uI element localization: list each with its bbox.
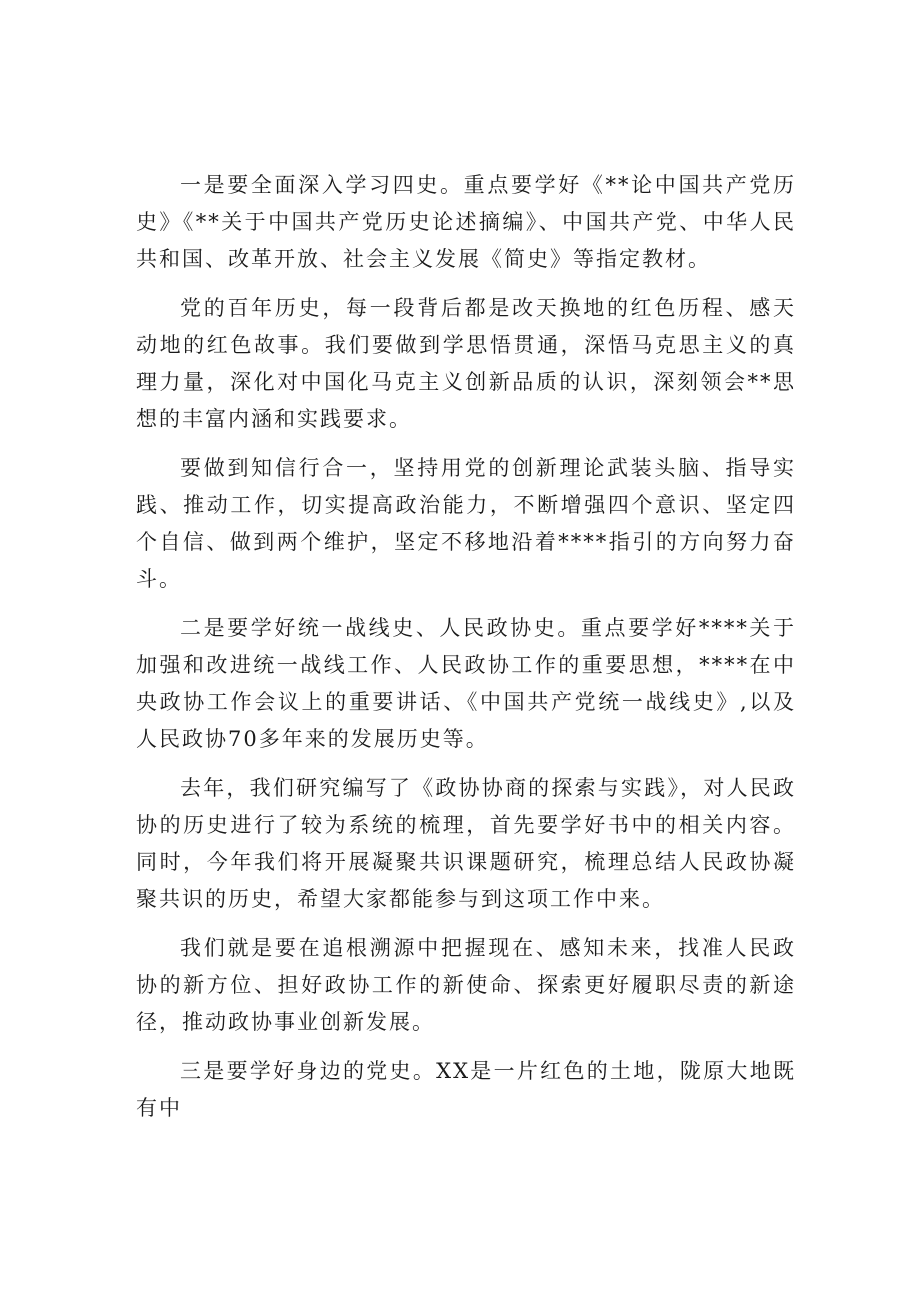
paragraph-2: 党的百年历史，每一段背后都是改天换地的红色历程、感天动地的红色故事。我们要做到学思悟贯通，深悟马克思主义的真理力量，深化对中国化马克主义创新品质的认识，深刻领会**思想的丰富内涵和实践要求。 bbox=[136, 296, 796, 431]
paragraph-7: 三是要学好身边的党史。XX是一片红色的土地，陇原大地既有中 bbox=[136, 1059, 796, 1120]
paragraph-1: 一是要全面深入学习四史。重点要学好《**论中国共产党历史》《**关于中国共产党历史论述摘编》、中国共产党、中华人民共和国、改革开放、社会主义发展《简史》等指定教材。 bbox=[136, 173, 796, 271]
paragraph-5: 去年，我们研究编写了《政协协商的探索与实践》，对人民政协的历史进行了较为系统的梳理，首先要学好书中的相关内容。同时，今年我们将开展凝聚共识课题研究，梳理总结人民政协凝聚共识的历史，希望大家都能参与到这项工作中来。 bbox=[136, 776, 796, 911]
paragraph-3: 要做到知信行合一，坚持用党的创新理论武装头脑、指导实践、推动工作，切实提高政治能力，不断增强四个意识、坚定四个自信、做到两个维护，坚定不移地沿着****指引的方向努力奋斗。 bbox=[136, 456, 796, 591]
paragraph-6: 我们就是要在追根溯源中把握现在、感知未来，找准人民政协的新方位、担好政协工作的新使命、探索更好履职尽责的新途径，推动政协事业创新发展。 bbox=[136, 936, 796, 1034]
paragraph-4: 二是要学好统一战线史、人民政协史。重点要学好****关于加强和改进统一战线工作、人民政协工作的重要思想，****在中央政协工作会议上的重要讲话、《中国共产党统一战线史》,以及人民政协70多年来的发展历史等。 bbox=[136, 616, 796, 751]
document-body bbox=[136, 167, 796, 1139]
